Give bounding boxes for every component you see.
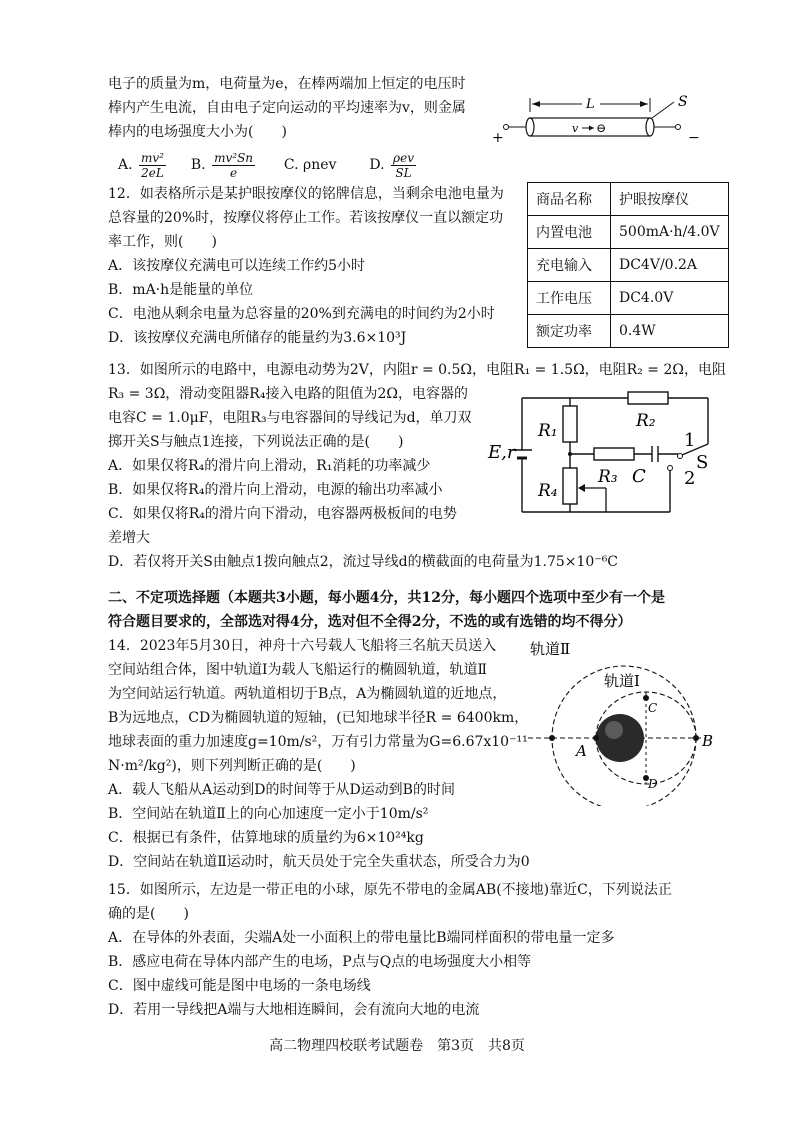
- q15-line2: 确的是( ): [108, 906, 189, 922]
- q13-option-c-line2: 差增大: [108, 530, 150, 546]
- spec-key: 充电输入: [528, 249, 611, 282]
- q13-fig-r4-label: R₄: [538, 481, 558, 501]
- q11-option-a-numerator: mv²: [141, 150, 164, 165]
- q15-option-a: A．在导体的外表面，尖端A处一小面积上的带电量比B端同样面积的带电量一定多: [108, 930, 615, 946]
- q14-line5: 地球表面的重力加速度g=10m/s²，万有引力常量为G=6.67x10⁻¹¹: [108, 734, 528, 750]
- q13-line2: R₃ = 3Ω，滑动变阻器R₄接入电路的阻值为2Ω，电容器的: [108, 386, 468, 402]
- q14-line4: B为远地点，CD为椭圆轨道的短轴，(已知地球半径R = 6400km，: [108, 710, 529, 726]
- q13-fig-r3-label: R₃: [598, 467, 618, 487]
- q11-fig-length-label: L: [586, 97, 595, 112]
- q11-fig-electron: ⊖: [596, 121, 607, 135]
- table-row: [528, 216, 729, 249]
- q12-spec-table: [527, 182, 729, 348]
- table-row: [528, 315, 729, 348]
- q11-option-b-denominator: e: [230, 165, 238, 180]
- page-footer: 高二物理四校联考试题卷 第3页 共8页: [269, 1038, 525, 1054]
- q11-fig-minus: −: [688, 130, 700, 146]
- q12-option-c: C．电池从剩余电量为总容量的20%到充满电的时间约为2小时: [108, 306, 495, 322]
- q14-fig-point-a: A: [576, 742, 587, 760]
- q11-fig-v-label: v: [572, 122, 579, 135]
- q13-fig-r2-label: R₂: [636, 411, 656, 431]
- q15-line1: 15．如图所示，左边是一带正电的小球，原先不带电的金属AB(不接地)靠近C，下列说法正: [108, 882, 672, 898]
- section2-heading-line1: 二、不定项选择题（本题共3小题，每小题4分，共12分，每小题四个选项中至少有一个是: [108, 590, 665, 606]
- q12-line1: 12．如表格所示是某护眼按摩仪的铭牌信息，当剩余电池电量为: [108, 186, 504, 202]
- q14-fig-point-b: B: [702, 732, 714, 750]
- table-row: [528, 282, 729, 315]
- table-row: [528, 183, 729, 216]
- q11-rod-figure: [490, 90, 710, 150]
- section2-heading-line2: 符合题目要求的，全部选对得4分，选对但不全得2分，不选的或有选错的均不得分）: [108, 614, 632, 630]
- q11-option-a-fraction: [139, 151, 166, 180]
- q12-line2: 总容量的20%时，按摩仪将停止工作。若该按摩仪一直以额定功: [108, 210, 504, 226]
- q11-line3: 棒内的电场强度大小为( ): [108, 124, 287, 140]
- spec-value: DC4V/0.2A: [611, 249, 729, 282]
- q14-fig-point-c: C: [648, 701, 658, 715]
- q14-line6: N·m²/kg²)，则下列判断正确的是( ): [108, 758, 356, 774]
- table-row: [528, 249, 729, 282]
- q11-fig-s-label: S: [678, 94, 688, 110]
- q13-option-c-line1: C．如果仅将R₄的滑片向下滑动，电容器两极板间的电势: [108, 506, 457, 522]
- q14-line3: 为空间站运行轨道。两轨道相切于B点，A为椭圆轨道的近地点，: [108, 686, 507, 702]
- spec-key: 工作电压: [528, 282, 611, 315]
- q14-option-c: C．根据已有条件，估算地球的质量约为6×10²⁴kg: [108, 830, 424, 846]
- q13-fig-emf-label: E,r: [488, 442, 516, 463]
- q14-fig-orbit1-label: 轨道Ⅰ: [604, 672, 640, 690]
- spec-key: 额定功率: [528, 315, 611, 348]
- q11-fig-plus: +: [492, 130, 504, 146]
- spec-value: DC4.0V: [611, 282, 729, 315]
- q14-line1: 14．2023年5月30日，神舟十六号载人飞船将三名航天员送入: [108, 638, 497, 654]
- q14-option-a: A．载人飞船从A运动到D的时间等于从D运动到B的时间: [108, 782, 455, 798]
- q11-option-d-label: D.: [369, 157, 385, 173]
- q12-option-b: B．mA·h是能量的单位: [108, 282, 254, 298]
- q15-option-d: D．若用一导线把A端与大地相连瞬间，会有流向大地的电流: [108, 1002, 480, 1018]
- q13-fig-terminal-1: 1: [684, 430, 696, 451]
- spec-key: 商品名称: [528, 183, 611, 216]
- q11-line1: 电子的质量为m，电荷量为e，在棒两端加上恒定的电压时: [108, 76, 466, 92]
- q11-option-b-numerator: mv²Sn: [214, 150, 254, 165]
- q11-option-a-label: A.: [118, 157, 133, 173]
- q11-option-d-numerator: ρev: [393, 150, 414, 165]
- q13-line3: 电容C = 1.0μF，电阻R₃与电容器间的导线记为d，单刀双: [108, 410, 472, 426]
- q13-option-d: D．若仅将开关S由触点1拨向触点2，流过导线d的横截面的电荷量为1.75×10⁻⁶C: [108, 554, 619, 570]
- q13-line1: 13．如图所示的电路中，电源电动势为2V，内阻r = 0.5Ω，电阻R₁ = 1.5Ω，电阻R₂ = 2Ω，电阻: [108, 362, 726, 378]
- q11-options: [118, 148, 418, 182]
- q11-option-b-fraction: [212, 151, 255, 180]
- spec-value: 护眼按摩仪: [611, 183, 729, 216]
- q14-line2: 空间站组合体，图中轨道Ⅰ为载人飞船运行的椭圆轨道，轨道Ⅱ: [108, 662, 488, 678]
- q13-option-a: A．如果仅将R₄的滑片向上滑动，R₁消耗的功率减少: [108, 458, 431, 474]
- q11-option-b-label: B.: [190, 157, 206, 173]
- q12-option-a: A．该按摩仪充满电可以连续工作约5小时: [108, 258, 366, 274]
- q14-option-d: D．空间站在轨道Ⅱ运动时，航天员处于完全失重状态，所受合力为0: [108, 854, 530, 870]
- q13-circuit-figure: [486, 384, 716, 524]
- q13-fig-r1-label: R₁: [538, 421, 558, 441]
- q11-option-d-denominator: SL: [395, 165, 412, 180]
- q14-fig-point-d: D: [648, 777, 658, 791]
- q14-fig-orbit2-label: 轨道Ⅱ: [530, 640, 571, 658]
- q15-option-b: B．感应电荷在导体内部产生的电场，P点与Q点的电场强度大小相等: [108, 954, 532, 970]
- spec-value: 0.4W: [611, 315, 729, 348]
- q14-option-b: B．空间站在轨道Ⅱ上的向心加速度一定小于10m/s²: [108, 806, 429, 822]
- q13-fig-switch-label: S: [696, 452, 709, 473]
- q14-orbit-figure: [520, 636, 720, 806]
- q11-option-d-fraction: [391, 151, 416, 180]
- spec-value: 500mA·h/4.0V: [611, 216, 729, 249]
- q12-line3: 率工作，则( ): [108, 234, 217, 250]
- q13-line4: 掷开关S与触点1连接，下列说法正确的是( ): [108, 434, 404, 450]
- q13-fig-terminal-2: 2: [684, 468, 696, 489]
- q11-option-c: C. ρnev: [283, 157, 337, 173]
- q11-line2: 棒内产生电流，自由电子定向运动的平均速率为v，则金属: [108, 100, 466, 116]
- q13-fig-c-label: C: [632, 466, 646, 487]
- q15-option-c: C．图中虚线可能是图中电场的一条电场线: [108, 978, 371, 994]
- spec-key: 内置电池: [528, 216, 611, 249]
- q11-option-a-denominator: 2eL: [141, 165, 164, 180]
- q13-option-b: B．如果仅将R₄的滑片向上滑动，电源的输出功率减小: [108, 482, 443, 498]
- q12-option-d: D．该按摩仪充满电所储存的能量约为3.6×10³J: [108, 330, 407, 346]
